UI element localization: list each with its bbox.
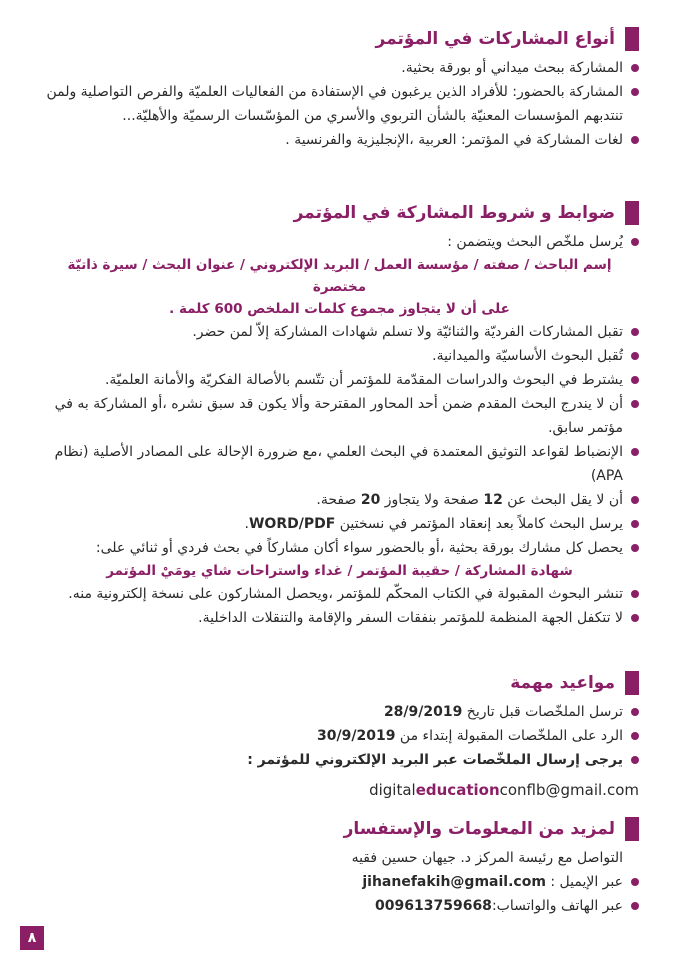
page-number: ٨ bbox=[20, 926, 44, 950]
participation-list bbox=[40, 56, 639, 152]
section-contact bbox=[40, 816, 639, 918]
list-item: يرجى إرسال الملخّصات عبر البريد الإلكتروني للمؤتمر : bbox=[40, 748, 639, 772]
bullet-icon bbox=[631, 328, 639, 336]
list-item: لا تتكفل الجهة المنظمة للمؤتمر بنفقات السفر والإقامة والتنقلات الداخلية. bbox=[40, 606, 639, 630]
bullet-icon bbox=[631, 448, 639, 456]
section-title: أنواع المشاركات في المؤتمر bbox=[375, 29, 615, 49]
bullet-icon bbox=[631, 352, 639, 360]
bullet-icon bbox=[631, 732, 639, 740]
bullet-icon bbox=[631, 614, 639, 622]
abstract-word-limit: على أن لا يتجاوز مجموع كلمات الملخص 600 كلمة . bbox=[169, 301, 510, 317]
bullet-icon bbox=[631, 544, 639, 552]
section-heading bbox=[40, 816, 639, 842]
heading-marker bbox=[625, 201, 639, 225]
contact-email-link[interactable]: jihanefakih@gmail.com bbox=[362, 874, 546, 890]
bullet-icon bbox=[631, 878, 639, 886]
conditions-list-a bbox=[40, 320, 639, 560]
bullet-icon bbox=[631, 708, 639, 716]
contact-phone: 009613759668 bbox=[375, 898, 492, 914]
section-heading bbox=[40, 26, 639, 52]
list-item: تنشر البحوث المقبولة في الكتاب المحكّم للمؤتمر ،ويحصل المشاركون على نسخة إلكترونية منه. bbox=[40, 582, 639, 606]
list-item: لغات المشاركة في المؤتمر: العربية ،الإنجليزية والفرنسية . bbox=[40, 128, 639, 152]
list-item: ترسل الملخّصات قبل تاريخ 28/9/2019 bbox=[40, 700, 639, 724]
list-item: الإنضباط لقواعد التوثيق المعتمدة في البحث العلمي ،مع ضرورة الإحالة على المصادر الأصلية (نظام APA) bbox=[40, 440, 639, 488]
abstract-deadline: 28/9/2019 bbox=[383, 704, 463, 720]
bullet-icon bbox=[631, 376, 639, 384]
bullet-icon bbox=[631, 238, 639, 246]
bullet-icon bbox=[631, 136, 639, 144]
participant-benefits: شهادة المشاركة / حقيبة المؤتمر / غداء واستراحات شاي يومَيْ المؤتمر bbox=[106, 563, 573, 579]
section-title: ضوابط و شروط المشاركة في المؤتمر bbox=[293, 203, 615, 223]
list-item: الرد على الملخّصات المقبولة إبتداء من 30/9/2019 bbox=[40, 724, 639, 748]
abstract-fields: إسم الباحث / صفته / مؤسسة العمل / البريد الإلكتروني / عنوان البحث / سيرة ذاتيّة مختصرة bbox=[67, 257, 612, 295]
section-heading bbox=[40, 200, 639, 226]
list-item: يشترط في البحوث والدراسات المقدّمة للمؤتمر أن تتّسم بالأصالة الفكريّة والأمانة العلميّة. bbox=[40, 368, 639, 392]
conditions-list-b bbox=[40, 582, 639, 630]
list-item: تُقبل البحوث الأساسيّة والميدانية. bbox=[40, 344, 639, 368]
list-item: عبر الإيميل : jihanefakih@gmail.com bbox=[40, 870, 639, 894]
conditions-list bbox=[40, 230, 639, 254]
section-important-dates bbox=[40, 670, 639, 802]
list-item: المشاركة بالحضور: للأفراد الذين يرغبون في الإستفادة من الفعاليات العلميّة والفرص التواصلية ولمن تنتدبهم المؤسسات المعنيّة بالشأن التربوي والأسري من المؤسّسات الرسميّة والأهليّة... bbox=[40, 80, 639, 128]
bullet-icon bbox=[631, 520, 639, 528]
bullet-icon bbox=[631, 88, 639, 96]
response-date: 30/9/2019 bbox=[317, 728, 396, 744]
dates-list bbox=[40, 700, 639, 772]
section-heading bbox=[40, 670, 639, 696]
list-item: أن لا يقل البحث عن 12 صفحة ولا يتجاوز 20 صفحة. bbox=[40, 488, 639, 512]
section-title: مواعيد مهمة bbox=[510, 673, 615, 693]
section-title: لمزيد من المعلومات والإستفسار bbox=[343, 819, 615, 839]
contact-list bbox=[40, 870, 639, 918]
list-item: يحصل كل مشارك بورقة بحثية ،أو بالحضور سواء أكان مشاركاً في بحث فردي أو ثنائي على: bbox=[40, 536, 639, 560]
section-conditions bbox=[40, 200, 639, 630]
heading-marker bbox=[625, 671, 639, 695]
bullet-icon bbox=[631, 400, 639, 408]
heading-marker bbox=[625, 27, 639, 51]
list-item: عبر الهاتف والواتساب:009613759668 bbox=[40, 894, 639, 918]
bullet-icon bbox=[631, 756, 639, 764]
bullet-icon bbox=[631, 590, 639, 598]
heading-marker bbox=[625, 817, 639, 841]
list-item: يرسل البحث كاملاً بعد إنعقاد المؤتمر في نسختين WORD/PDF. bbox=[40, 512, 639, 536]
list-item: يُرسل ملخّص البحث ويتضمن : bbox=[40, 230, 639, 254]
section-participation-types bbox=[40, 26, 639, 152]
list-item: تقبل المشاركات الفرديّة والثنائيّة ولا تسلم شهادات المشاركة إلاّ لمن حضر. bbox=[40, 320, 639, 344]
bullet-icon bbox=[631, 64, 639, 72]
contact-person: التواصل مع رئيسة المركز د. جيهان حسين فقيه bbox=[351, 850, 623, 866]
conference-email-link[interactable]: digitaleducationconflb@gmail.com bbox=[369, 781, 639, 799]
bullet-icon bbox=[631, 902, 639, 910]
list-item: أن لا يندرج البحث المقدم ضمن أحد المحاور المقترحة وألا يكون قد سبق نشره ،أو المشاركة به في مؤتمر سابق. bbox=[40, 392, 639, 440]
bullet-icon bbox=[631, 496, 639, 504]
list-item: المشاركة ببحث ميداني أو بورقة بحثية. bbox=[40, 56, 639, 80]
